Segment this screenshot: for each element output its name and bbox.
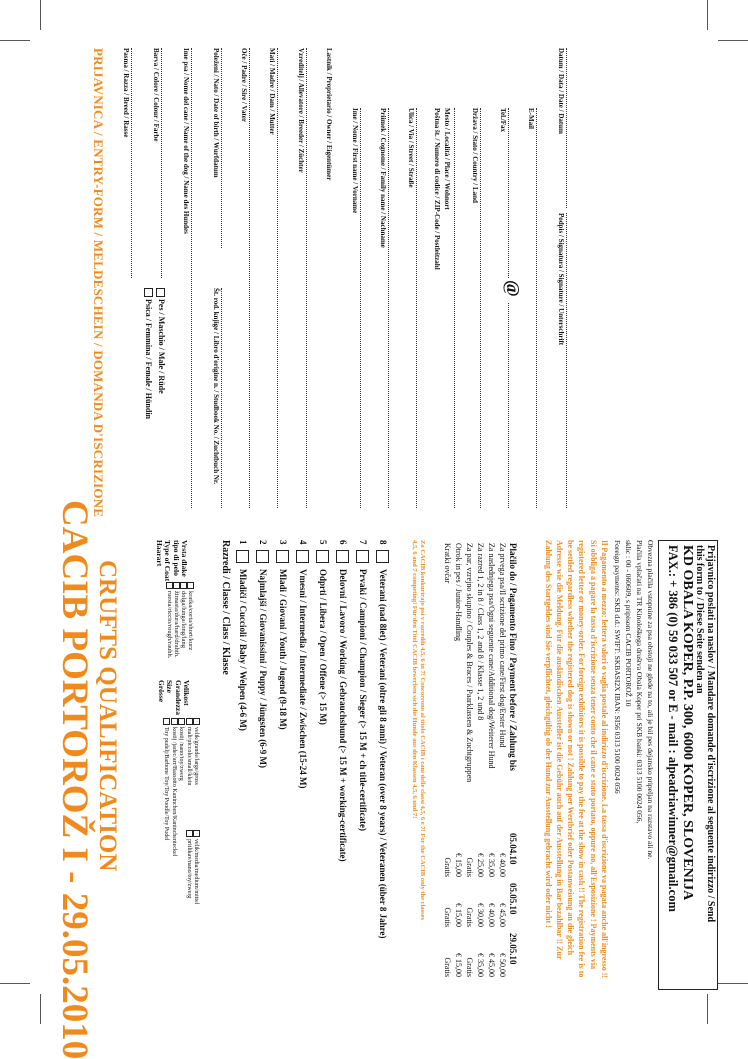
payment-value: Gratis — [465, 957, 474, 977]
class-number: 7 — [358, 540, 368, 545]
payment-header-row — [508, 540, 518, 980]
date-label: Datum / Data / Date / Datum — [557, 48, 565, 134]
breed-label: Pasma / Razza / Breed / Rasse — [122, 48, 130, 138]
class-checkbox[interactable] — [297, 550, 310, 563]
class-checkbox[interactable] — [277, 550, 290, 563]
class-number: 6 — [338, 540, 348, 545]
payment-instructions: Il Pagamento a mezzo: lettera valori o vaglia postale al indirizzo d'iscrizione. La tassa d'iscrizione va pagata anche all'ingresso !! Si obbliga a pagare la tassa d'iscrizione senza tener conto che il cane e stato portato, oppure no, all'Esposizione ! Payments via registered letter or money-order. For foreign exhibitors it is possible to pay the fee at the show in cash !! The registration fee is to be settled regardless whether the registered dog is shown or not ! Zahlung per Wertbrief oder Postanweisung an die gleich Adresse wie die Meldung. Für die ausländischen Aussteller ist die Gebühr auch auf der Ausstellung in Bar bezahlbar !! Zur Zahlung des Startgeldes sind Sie verpflichtet, gleichgültig ob der Hund zur Ausstellung gebracht wird oder nicht ! — [543, 540, 609, 979]
email-label: E-Mail — [527, 108, 535, 129]
send-block — [658, 540, 718, 990]
firstname-label: Ime / Nome / First name / Vorname — [351, 108, 359, 214]
cacib-note — [410, 540, 426, 980]
class-label: Prvaki / Campioni / Champion / Sieger (> 15 M + ch title-certificate) — [358, 569, 368, 832]
surname-label: Priimek / Cognome / Family name / Nachname — [379, 108, 387, 248]
size-label-line: Grösse — [157, 680, 167, 703]
breeder-field[interactable] — [306, 48, 307, 508]
coat-option-label: žimasta/dura/hard/drahth. — [172, 591, 180, 658]
dog-name-label: Ime psa / Nome del cane / Name of the dog / Name des Hundes — [182, 48, 190, 234]
email-field-right[interactable] — [508, 303, 509, 508]
sire-label: Oče / Padre / Sire / Vater — [240, 48, 248, 123]
send-line: Prijavnico poslati na naslov / Mandare domande d'iscrizione al seguente indirizzo / Send — [705, 545, 716, 923]
tel-label: Tel./Fax — [499, 108, 507, 133]
payment-row — [442, 540, 453, 980]
payment-value: € 35,00 — [476, 953, 485, 977]
send-address: KD OBALA KOPER, P.P. 300, 6000 KOPER, SLOVENIJA — [680, 545, 695, 901]
cacib-note-line: 4,5, 6 and 7 competing! Für den Titel CACIB bewerben sich die Hunde aus den Klassen 4,5, 6 und 7! — [411, 540, 418, 819]
coat-option-label: kratka/corta/short/kurz — [187, 591, 194, 651]
size-option-label: velik/media/medium/mittel — [193, 839, 200, 905]
class-row[interactable] — [253, 540, 273, 768]
class-checkbox[interactable] — [357, 550, 370, 563]
payment-date: 29.05.10 — [508, 933, 518, 965]
payment-value: Gratis — [443, 857, 452, 877]
coat-label-line: Vrsta dlake — [180, 540, 189, 577]
payment-table — [442, 540, 518, 980]
class-label: Veterani (nad 8let) / Veterani (oltre gli 8 anni) / Veteran (over 8 years) / Veteranen (über 8 Jahre) — [378, 569, 388, 939]
size-label-line: Size — [165, 680, 175, 693]
sex-male-label: Pes / Maschio / Male / Rüde — [157, 299, 166, 394]
birth-label: Poleženi / Nato / Date of birth / Wurfdatum — [212, 48, 220, 178]
sex-male-option[interactable] — [156, 288, 166, 419]
class-checkbox[interactable] — [337, 550, 350, 563]
class-row[interactable] — [233, 540, 253, 731]
street-label: Ulica / Via / Street / Straße — [407, 108, 415, 188]
payment-value: € 15,00 — [454, 853, 463, 877]
size-label-line: Grandezza — [173, 680, 183, 715]
payment-row — [453, 540, 464, 980]
coat-option-label: dolga/lunga/long/lang — [179, 591, 187, 649]
class-checkbox[interactable] — [257, 550, 270, 563]
dog-name-field[interactable] — [191, 48, 192, 508]
page-subtitle: CRUFTS QUALIFICATION — [94, 560, 121, 872]
coat-option-label: ruesta/riccio/rough/rauhh. — [165, 591, 173, 659]
class-section — [213, 540, 403, 990]
payment-date: 05.05.10 — [508, 883, 518, 915]
dam-label: Mati / Madre / Dam / Mutter — [268, 48, 276, 135]
breeder-label: Vzreditelj / Allevatore / Breeder / Züchter — [297, 48, 305, 173]
payment-row-label: Za prvega psa/Il scrizione del primo cane/First dog/Erster Hund — [498, 543, 507, 748]
checkbox[interactable] — [156, 288, 165, 297]
class-row[interactable] — [273, 540, 293, 730]
bank-line: sklic : 00 - 060609, s pripisom CACIB PORTOROŽ 10 — [624, 540, 633, 707]
cacib-note-line: Za CACIB konkurirajo psi v razredih 4,5, 6 in 7! Concorrono al titolo CACIB i cani delle classi 4,5, 6 e 7! For the CACIB only the classes — [419, 540, 426, 921]
checkbox[interactable] — [178, 718, 185, 725]
size-option-label: Toy pudelj/Barbone Toy/Toy Poodle/Toy Pudel — [163, 727, 170, 841]
birth-field[interactable] — [221, 48, 222, 248]
class-label: Mladiči / Cuccioli / Baby / Welpen (4-6 M) — [238, 569, 248, 731]
payment-value: € 40,00 — [487, 903, 496, 927]
country-label: Država / Stato / Country / Land — [471, 108, 479, 203]
owner-section — [283, 48, 573, 518]
payment-row-label: Kratki ovčar — [443, 543, 452, 584]
street-field[interactable] — [416, 108, 417, 508]
class-label: Odprti / Libera / Open / Offene (> 15 M) — [318, 569, 328, 725]
colour-label: Barva / Colore / Colour / Farbe — [152, 48, 160, 142]
studbook-field[interactable] — [221, 288, 222, 508]
size-option[interactable] — [185, 830, 192, 904]
signature-label: Podpis / Signatura / Signature / Unterschrift — [557, 213, 565, 346]
payment-value: € 45,00 — [498, 903, 507, 927]
breed-field[interactable] — [131, 48, 132, 278]
checkbox[interactable] — [173, 582, 180, 589]
size-option-label: kostij /jadec/arr/Bassotto Kaninchen/Kaninchenteckel — [170, 727, 177, 857]
class-number: 5 — [318, 540, 328, 545]
size-option[interactable] — [178, 718, 185, 856]
coat-option[interactable] — [180, 582, 187, 658]
payment-value: € 50,00 — [498, 953, 507, 977]
send-contact: FAX.: + 386 (0) 59 033 507 or E - mail : alpeadriawinner@gmail.com — [666, 545, 681, 912]
surname-field[interactable] — [388, 108, 389, 508]
checkbox[interactable] — [166, 582, 173, 589]
class-label: Mladi / Giovani / Youth / Jugend (9-18 M) — [278, 569, 288, 730]
signature-field[interactable] — [566, 213, 567, 508]
size-label-line: Velikost — [182, 680, 191, 706]
payment-value: Gratis — [465, 907, 474, 927]
dam-field[interactable] — [277, 48, 278, 508]
class-checkbox[interactable] — [377, 550, 390, 563]
colour-field[interactable] — [161, 48, 162, 278]
size-option[interactable] — [193, 830, 200, 904]
payment-date: 05.04.10 — [508, 833, 518, 865]
size-label — [157, 680, 190, 715]
page-title: CACIB PORTOROŽ I - 29.05.2010 — [54, 500, 95, 1059]
payment-value: Gratis — [465, 857, 474, 877]
zip-city-field[interactable] — [454, 108, 455, 508]
class-label: Vmesni / Intermedia / Intermediate / Zwischen (15-24 M) — [298, 569, 308, 789]
country-field[interactable] — [480, 108, 481, 508]
zip-label: Poštna št. / Numero di codice / ZIP-Code / Postleitzahl — [433, 108, 441, 270]
payment-row — [486, 540, 497, 980]
class-row[interactable] — [313, 540, 333, 725]
send-line: this form to / Diese Seite senden an — [694, 545, 706, 694]
email-field[interactable] — [536, 108, 537, 508]
bank-details — [612, 540, 656, 980]
payment-row-label: Otrok in pes / Junior-Handling — [454, 543, 463, 642]
payment-row — [464, 540, 475, 980]
bank-line: Obvezna plačila vstopnine za psa obstoji ne glede na to, ali je bil pes dejansko pripeljan na razstavo ali ne. — [646, 540, 655, 860]
payment-value: Gratis — [443, 907, 452, 927]
checkbox[interactable] — [180, 582, 187, 589]
size-option-label: velik/grande/large/gross — [193, 727, 200, 785]
at-icon: @ — [503, 280, 523, 297]
payment-value: € 25,00 — [476, 853, 485, 877]
class-number: 8 — [378, 540, 388, 545]
class-row[interactable] — [293, 540, 313, 788]
sire-field[interactable] — [249, 48, 250, 508]
checkbox[interactable] — [193, 718, 200, 725]
class-row[interactable] — [333, 540, 353, 862]
coat-option[interactable] — [165, 582, 172, 658]
coat-label-line: Type of Coat — [163, 540, 173, 582]
class-checkbox[interactable] — [237, 550, 250, 563]
coat-options — [165, 582, 194, 658]
payment-value: € 15,00 — [454, 953, 463, 977]
payment-row-label: Za naslednjega psa/Ogni seguente cane/Additional dog/Weiterer Hund — [487, 543, 496, 769]
sex-female-label: Psica / Femmina / Female / Hündin — [144, 299, 154, 419]
checkbox[interactable] — [171, 718, 178, 725]
size-option-label: mali/piccolo/small/klein — [185, 727, 192, 786]
payment-value: € 40,00 — [498, 853, 507, 877]
owner-title: Lastnik / Proprietario / Owner / Eigentümer — [325, 48, 333, 181]
size-option-label: pritlikav/nano/toy/zwerg — [185, 839, 192, 899]
coat-option[interactable] — [173, 582, 180, 658]
payment-value: € 30,00 — [476, 903, 485, 927]
checkbox[interactable] — [163, 718, 170, 725]
sex-female-option[interactable] — [144, 288, 154, 419]
size-options-right — [185, 830, 200, 904]
class-row[interactable] — [353, 540, 373, 831]
coat-label-line: Haarart — [155, 540, 165, 567]
class-number: 1 — [238, 540, 248, 545]
bank-line: Foreign payments: SKB d.d.: SWIFT: SKBASI2X IBAN: SI56 0313 5100 0024 056 — [613, 540, 622, 794]
city-label: Mesto / Località / Place / Wohnort — [443, 108, 451, 210]
payment-title: Plačilo do / Pagamento Fino / Payment before / Zahlung bis — [508, 543, 518, 771]
class-number: 3 — [278, 540, 288, 545]
checkbox[interactable] — [187, 582, 194, 589]
size-section — [128, 680, 208, 940]
payment-row-label: Za razred 1, 2 in 8 / Class 1, 2 and 8 / Klasse 1, 2 und 8 — [476, 543, 485, 721]
size-option-label: kostij /nano/toy/zwerg — [178, 727, 185, 781]
checkbox[interactable] — [186, 830, 193, 837]
class-label: Najmlajši / Giovanissimi / Puppy / Jüngsten (6-9 M) — [258, 569, 268, 769]
payment-value: € 45,00 — [487, 953, 496, 977]
payment-value: € 15,00 — [454, 903, 463, 927]
bank-line: Plačila vplačati na TR Kinološkega društva Obala Koper pri SKB banki: 0313 5100 0024 056, — [635, 540, 644, 824]
checkbox[interactable] — [186, 718, 193, 725]
class-number: 2 — [258, 540, 268, 545]
class-checkbox[interactable] — [317, 550, 330, 563]
form-title: PRIJAVNICA / ENTRY-FORM / MELDESCHEIN / DOMANDA D'ISCRIZIONE — [91, 48, 106, 518]
size-option[interactable] — [170, 718, 177, 856]
class-row[interactable] — [373, 540, 393, 938]
checkbox[interactable] — [144, 288, 153, 297]
studbook-label: Št. rod. knjige / Libro d'origine n. / Studbook No. / Zuchtbuch Nr. — [212, 288, 220, 485]
payment-section — [426, 540, 518, 980]
payment-value: € 35,00 — [487, 853, 496, 877]
class-title: Razredi / Classe / Class / Klasse — [220, 540, 231, 675]
class-number: 4 — [298, 540, 308, 545]
size-option[interactable] — [163, 718, 170, 856]
payment-row-label: Za par, vzrejno skupino / Couples & Braces / Paarklassen & Zuchtgruppen — [465, 543, 474, 783]
date-field[interactable] — [566, 48, 567, 208]
dog-section — [108, 48, 278, 518]
payment-row — [497, 540, 508, 980]
coat-label — [155, 540, 188, 581]
class-label: Delovni / Lavoro / Working / Gebrauchshund (> 15 M + working-certificate) — [338, 569, 348, 862]
sex-options — [144, 288, 166, 419]
coat-option[interactable] — [187, 582, 194, 658]
payment-row — [475, 540, 486, 980]
checkbox[interactable] — [193, 830, 200, 837]
firstname-field[interactable] — [360, 108, 361, 508]
payment-value: Gratis — [443, 957, 452, 977]
coat-label-line: tipo di pelo — [171, 540, 181, 576]
tel-field[interactable] — [508, 108, 509, 278]
